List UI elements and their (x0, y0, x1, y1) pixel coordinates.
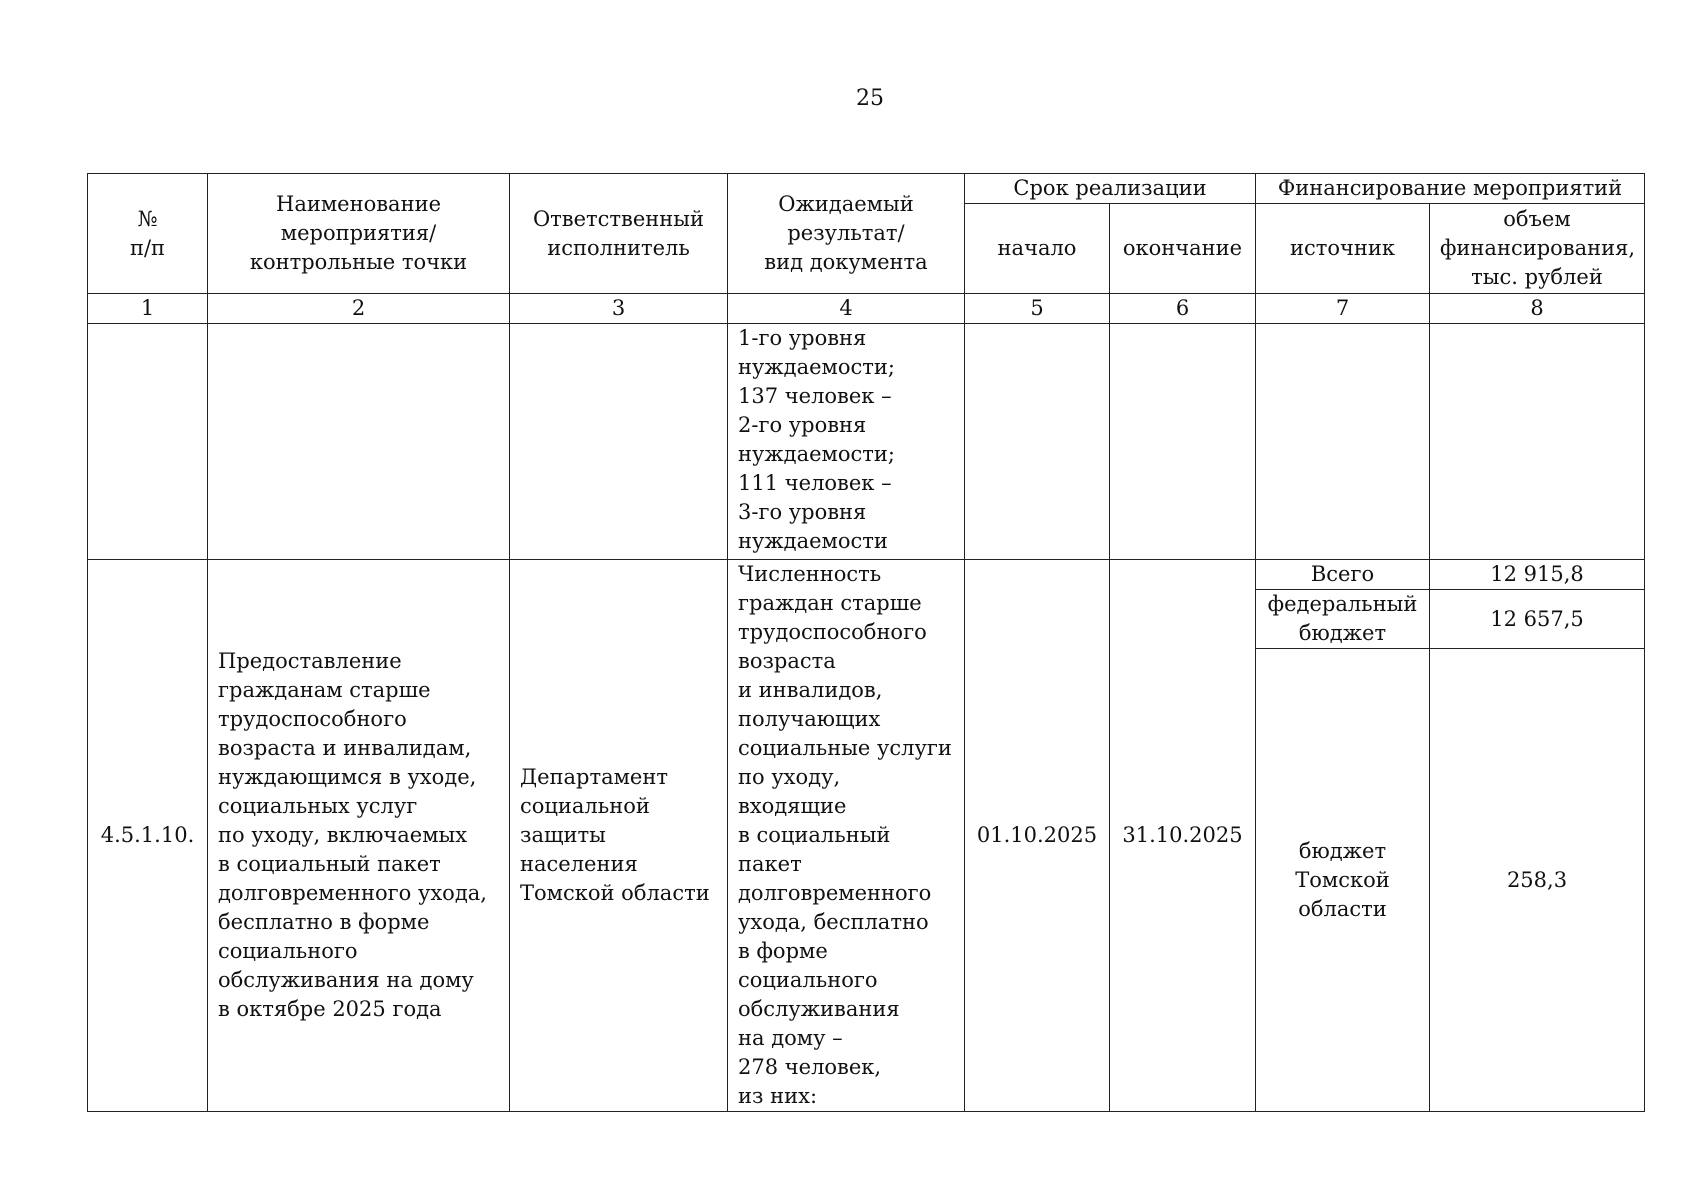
empty-cell (208, 324, 510, 560)
empty-cell (1256, 324, 1430, 560)
header-col-name: Наименование мероприятия/ контрольные точки (208, 174, 510, 294)
header-col-term: Срок реализации (965, 174, 1256, 204)
item-responsible: Департамент социальной защиты населения Томской области (510, 560, 728, 1112)
funding-amount-federal: 12 657,5 (1430, 590, 1645, 649)
header-col-end: окончание (1110, 204, 1256, 294)
empty-cell (510, 324, 728, 560)
column-numbers-row (88, 294, 1645, 324)
header-col-num: № п/п (88, 174, 208, 294)
empty-cell (1110, 324, 1256, 560)
header-col-amount: объем финансирования, тыс. рублей (1430, 204, 1645, 294)
funding-source-federal: федеральный бюджет (1256, 590, 1430, 649)
column-number: 8 (1430, 294, 1645, 324)
header-col-start: начало (965, 204, 1110, 294)
continuation-row (88, 324, 1645, 560)
continuation-result: 1-го уровня нуждаемости; 137 человек – 2-го уровня нуждаемости; 111 человек – 3-го уровня нуждаемости (728, 324, 965, 560)
column-number: 1 (88, 294, 208, 324)
funding-amount-regional: 258,3 (1430, 649, 1645, 1112)
header-col-result: Ожидаемый результат/ вид документа (728, 174, 965, 294)
column-number: 6 (1110, 294, 1256, 324)
item-number: 4.5.1.10. (88, 560, 208, 1112)
item-row (88, 560, 1645, 590)
empty-cell (965, 324, 1110, 560)
plan-table (87, 173, 1645, 1112)
column-number: 4 (728, 294, 965, 324)
item-name: Предоставление гражданам старше трудоспособного возраста и инвалидам, нуждающимся в уходе, социальных услуг по уходу, включаемых в социальный пакет долговременного ухода, бесплатно в форме социального обслуживания на дому в октябре 2025 года (208, 560, 510, 1112)
item-start-date: 01.10.2025 (965, 560, 1110, 1112)
item-end-date: 31.10.2025 (1110, 560, 1256, 1112)
empty-cell (1430, 324, 1645, 560)
column-number: 5 (965, 294, 1110, 324)
page-number: 25 (856, 86, 884, 111)
column-number: 7 (1256, 294, 1430, 324)
column-number: 2 (208, 294, 510, 324)
column-number: 3 (510, 294, 728, 324)
funding-source-regional: бюджет Томской области (1256, 649, 1430, 1112)
header-col-source: источник (1256, 204, 1430, 294)
header-col-financing: Финансирование мероприятий (1256, 174, 1645, 204)
funding-amount-total: 12 915,8 (1430, 560, 1645, 590)
empty-cell (88, 324, 208, 560)
header-col-responsible: Ответственный исполнитель (510, 174, 728, 294)
funding-source-total: Всего (1256, 560, 1430, 590)
item-result: Численность граждан старше трудоспособного возраста и инвалидов, получающих социальные услуги по уходу, входящие в социальный пакет долговременного ухода, бесплатно в форме социального обслуживания на дому – 278 человек, из них: (728, 560, 965, 1112)
